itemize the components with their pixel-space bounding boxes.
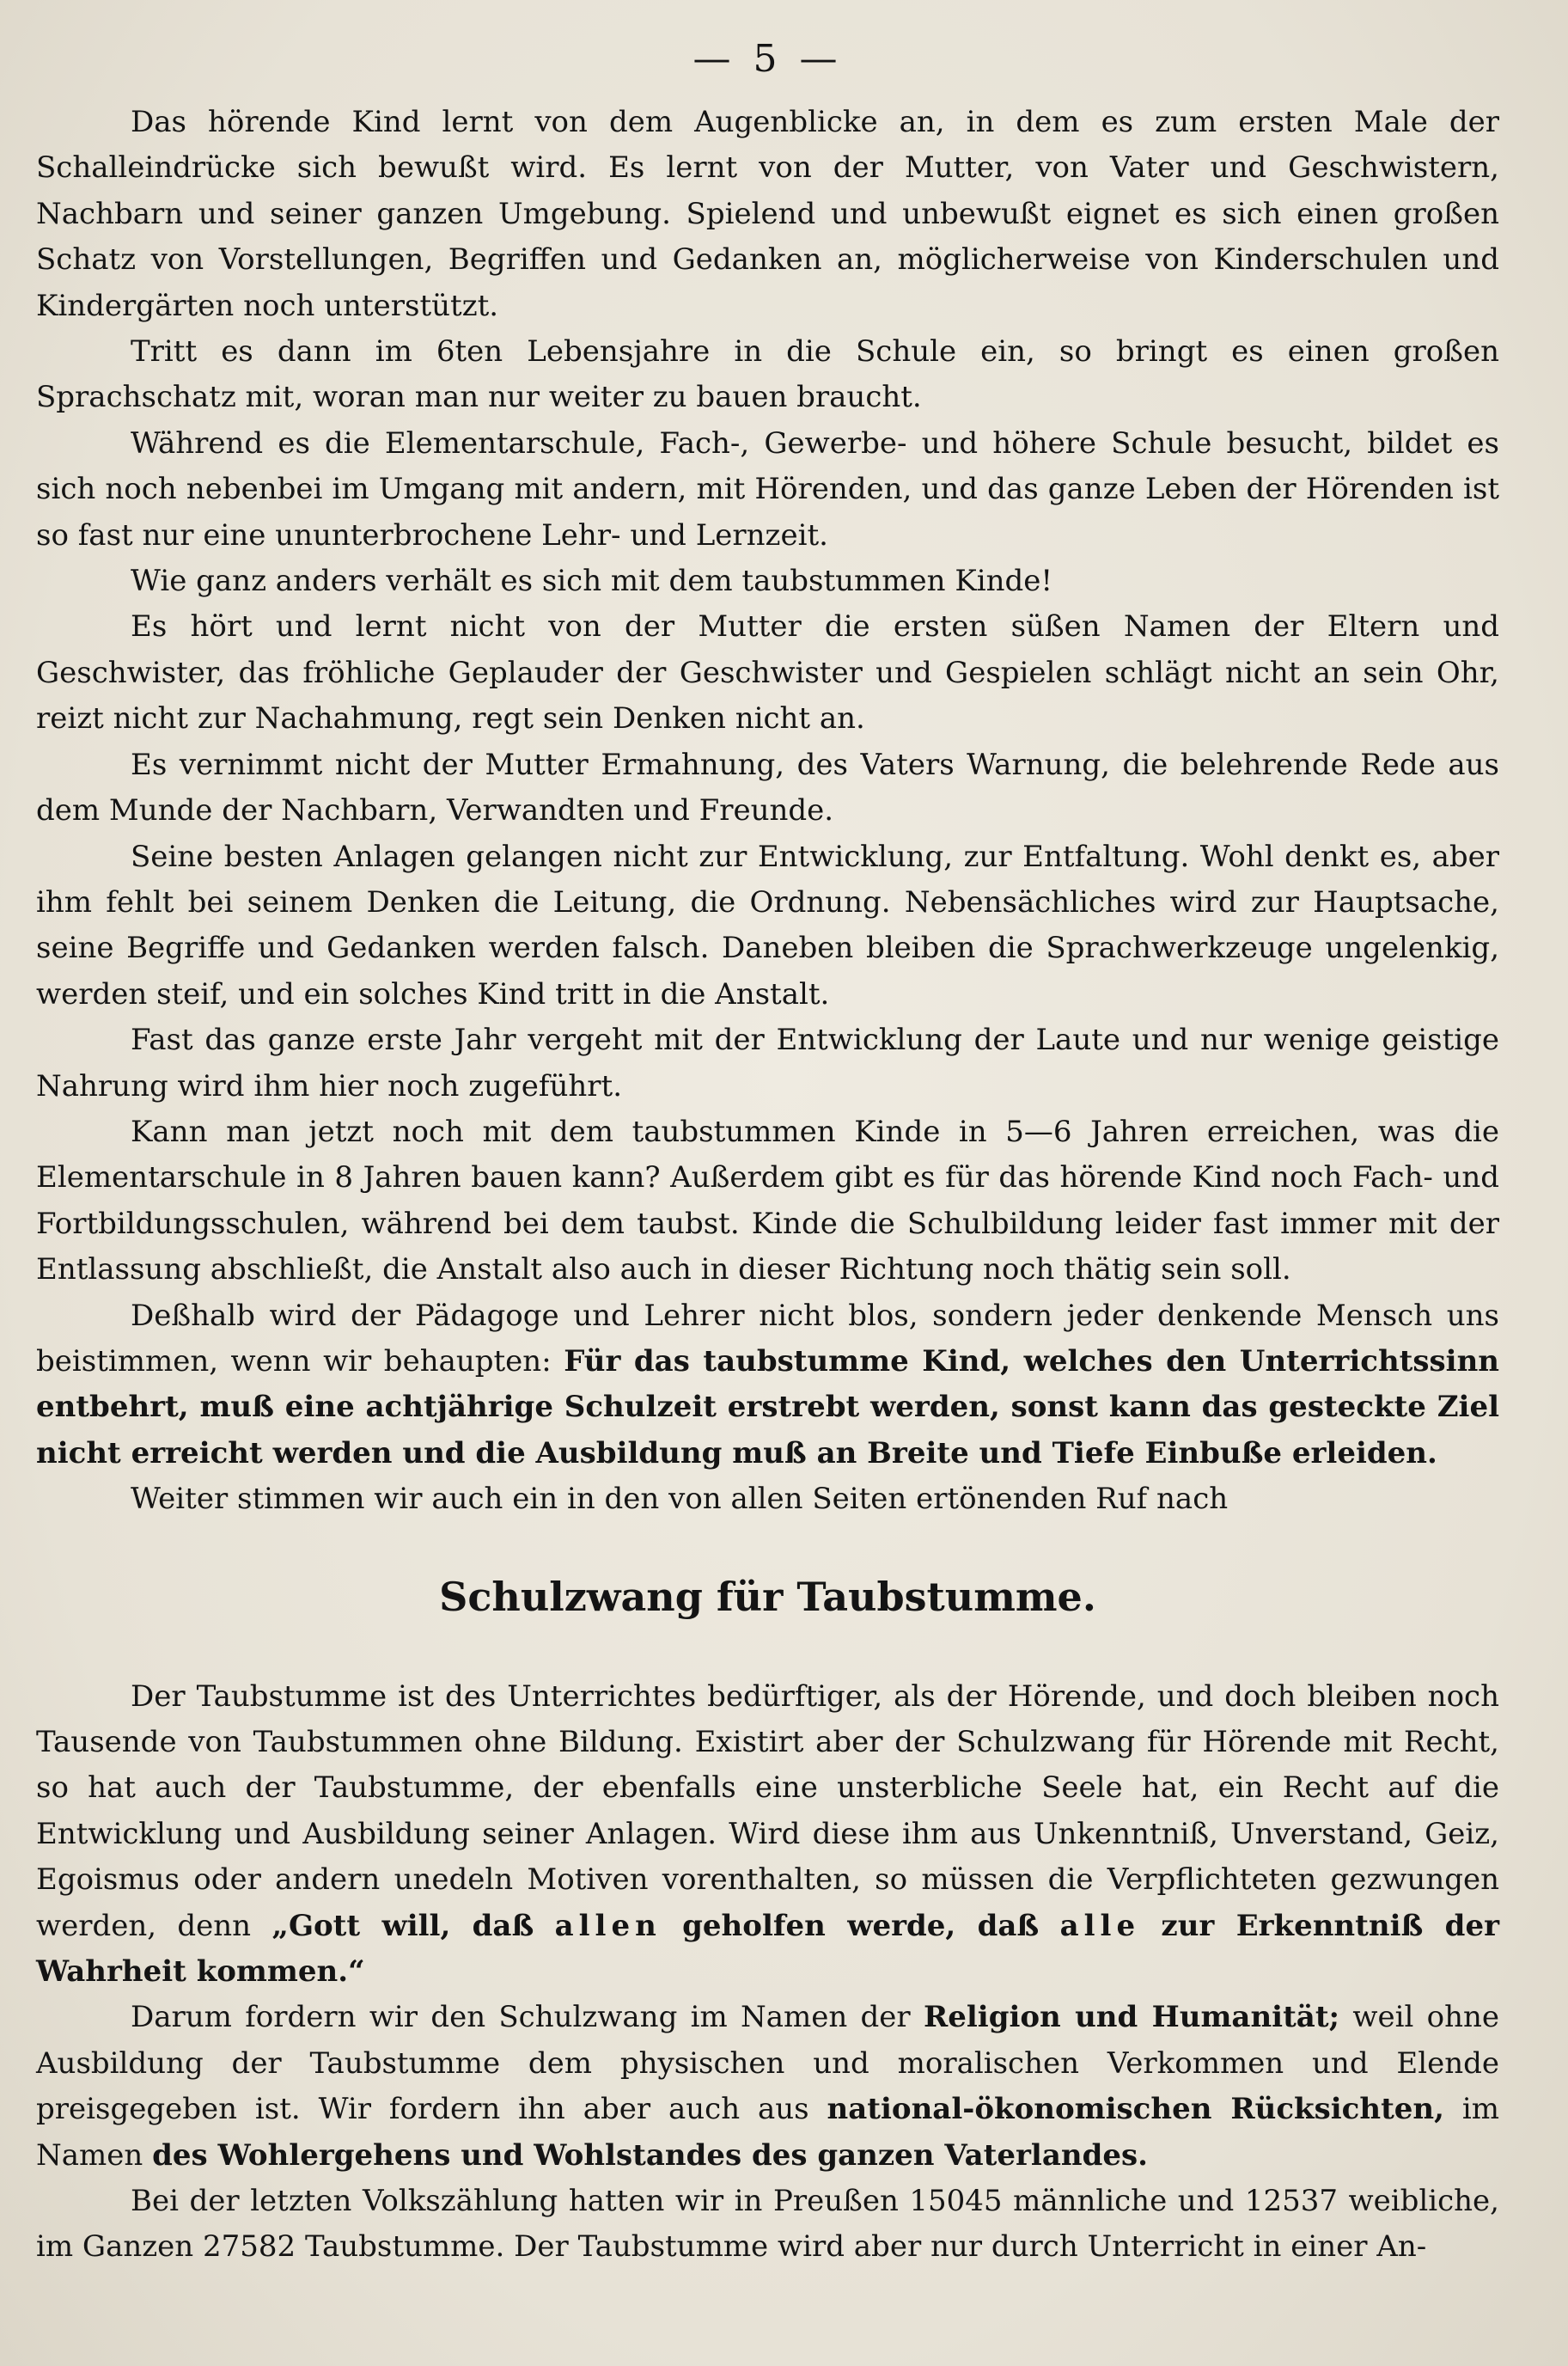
- paragraph: Während es die Elementarschule, Fach-, Gewerbe- und höhere Schule besucht, bildet es sich noch nebenbei im Umgang mit andern, mit Hörenden, und das ganze Leben der Hörenden ist so fast nur eine ununterbrochene Lehr- und Lernzeit.: [36, 425, 1499, 553]
- paragraph: Das hörende Kind lernt von dem Augenblicke an, in dem es zum ersten Male der Schalleindrücke sich bewußt wird. Es lernt von der Mutter, von Vater und Geschwistern, Nachbarn und seiner ganzen Umgebung. Spielend und unbewußt eignet es sich einen großen Schatz von Vorstellungen, Begriffen und Gedanken an, möglicherweise von Kinderschulen und Kindergärten noch unterstützt.: [36, 105, 1499, 323]
- paragraph: Fast das ganze erste Jahr vergeht mit der Entwicklung der Laute und nur wenige geistige Nahrung wird ihm hier noch zugeführt.: [36, 1023, 1499, 1104]
- paragraph: Wie ganz anders verhält es sich mit dem taubstummen Kinde!: [131, 564, 1053, 599]
- paragraph-text: Deßhalb wird der Pädagoge und Lehrer nicht blos, sondern jeder denkende Mensch uns beistimmen, wenn wir behaupten:: [36, 1298, 1499, 1379]
- emphasis-text: Religion und Humanität;: [923, 2000, 1340, 2035]
- document-body: [36, 100, 1499, 2271]
- page-number: — 5 —: [692, 37, 843, 81]
- paragraph-text: weil ohne Ausbildung der Taubstumme dem physischen und moralischen Verkommen und Elende preisgegeben ist. Wir fordern ihn aber auch aus: [36, 2000, 1499, 2127]
- paragraph-text: Darum fordern wir den Schulzwang im Namen der: [131, 2000, 911, 2035]
- paragraph: Bei der letzten Volkszählung hatten wir in Preußen 15045 männliche und 12537 weibliche, im Ganzen 27582 Taubstumme. Der Taubstumme wird aber nur durch Unterricht in einer An-: [36, 2184, 1499, 2265]
- paragraph-text: im Namen: [36, 2092, 1499, 2173]
- emphasis-text: Für das taubstumme Kind, welches den Unterrichtssinn entbehrt, muß eine achtjährige Schulzeit erstrebt werden, sonst kann das gesteckte Ziel nicht erreicht werden und die Ausbildung muß an Breite und Tiefe Einbuße erleiden.: [36, 1343, 1500, 1470]
- paragraph: [36, 1674, 1499, 1996]
- paragraph: Seine besten Anlagen gelangen nicht zur Entwicklung, zur Entfaltung. Wohl denkt es, aber ihm fehlt bei seinem Denken die Leitung, die Ordnung. Nebensächliches wird zur Hauptsache, seine Begriffe und Gedanken werden falsch. Daneben bleiben die Sprachwerkzeuge ungelenkig, werden steif, und ein solches Kind tritt in die Anstalt.: [36, 839, 1499, 1012]
- paragraph: [36, 1293, 1499, 1477]
- quote-text: „Gott will, daß: [272, 1908, 534, 1943]
- paragraph: Tritt es dann im 6ten Lebensjahre in die Schule ein, so bringt es einen großen Sprachschatz mit, woran man nur weiter zu bauen braucht.: [36, 334, 1499, 415]
- emphasis-text: des Wohlergehens und Wohlstandes des ganzen Vaterlandes.: [152, 2137, 1148, 2173]
- section-heading: Schulzwang für Taubstumme.: [439, 1573, 1096, 1620]
- paragraph: Kann man jetzt noch mit dem taubstummen Kinde in 5—6 Jahren erreichen, was die Elementarschule in 8 Jahren bauen kann? Außerdem gibt es für das hörende Kind noch Fach- und Fortbildungsschulen, während bei dem taubst. Kinde die Schulbildung leider fast immer mit der Entlassung abschließt, die Anstalt also auch in dieser Richtung noch thätig sein soll.: [36, 1114, 1499, 1287]
- paragraph: Weiter stimmen wir auch ein in den von allen Seiten ertönenden Ruf nach: [131, 1482, 1229, 1517]
- quote-text: zur Erkenntniß der Wahrheit kommen.“: [36, 1908, 1499, 1990]
- paragraph-text: Der Taubstumme ist des Unterrichtes bedürftiger, als der Hörende, und doch bleiben noch Tausende von Taubstummen ohne Bildung. Existirt aber der Schulzwang für Hörende mit Recht, so hat auch der Taubstumme, der ebenfalls eine unsterbliche Seele hat, ein Recht auf die Entwicklung und Ausbildung seiner Anlagen. Wird diese ihm aus Unkenntniß, Unverstand, Geiz, Egoismus oder andern unedeln Motiven vorenthalten, so müssen die Verpflichteten gezwungen werden, denn: [36, 1678, 1499, 1943]
- paragraph: Es hört und lernt nicht von der Mutter die ersten süßen Namen der Eltern und Geschwister, das fröhliche Geplauder der Geschwister und Gespielen schlägt nicht an sein Ohr, reizt nicht zur Nachahmung, regt sein Denken nicht an.: [36, 609, 1499, 737]
- emphasis-text: national-ökonomischen Rücksichten,: [827, 2092, 1444, 2127]
- paragraph: Es vernimmt nicht der Mutter Ermahnung, des Vaters Warnung, die belehrende Rede aus dem Munde der Nachbarn, Verwandten und Freunde.: [36, 747, 1499, 828]
- paragraph: [36, 1995, 1499, 2179]
- quote-text: geholfen werde, daß: [682, 1908, 1040, 1943]
- quote-spaced-word: allen: [554, 1908, 662, 1943]
- quote-spaced-word: alle: [1059, 1908, 1141, 1943]
